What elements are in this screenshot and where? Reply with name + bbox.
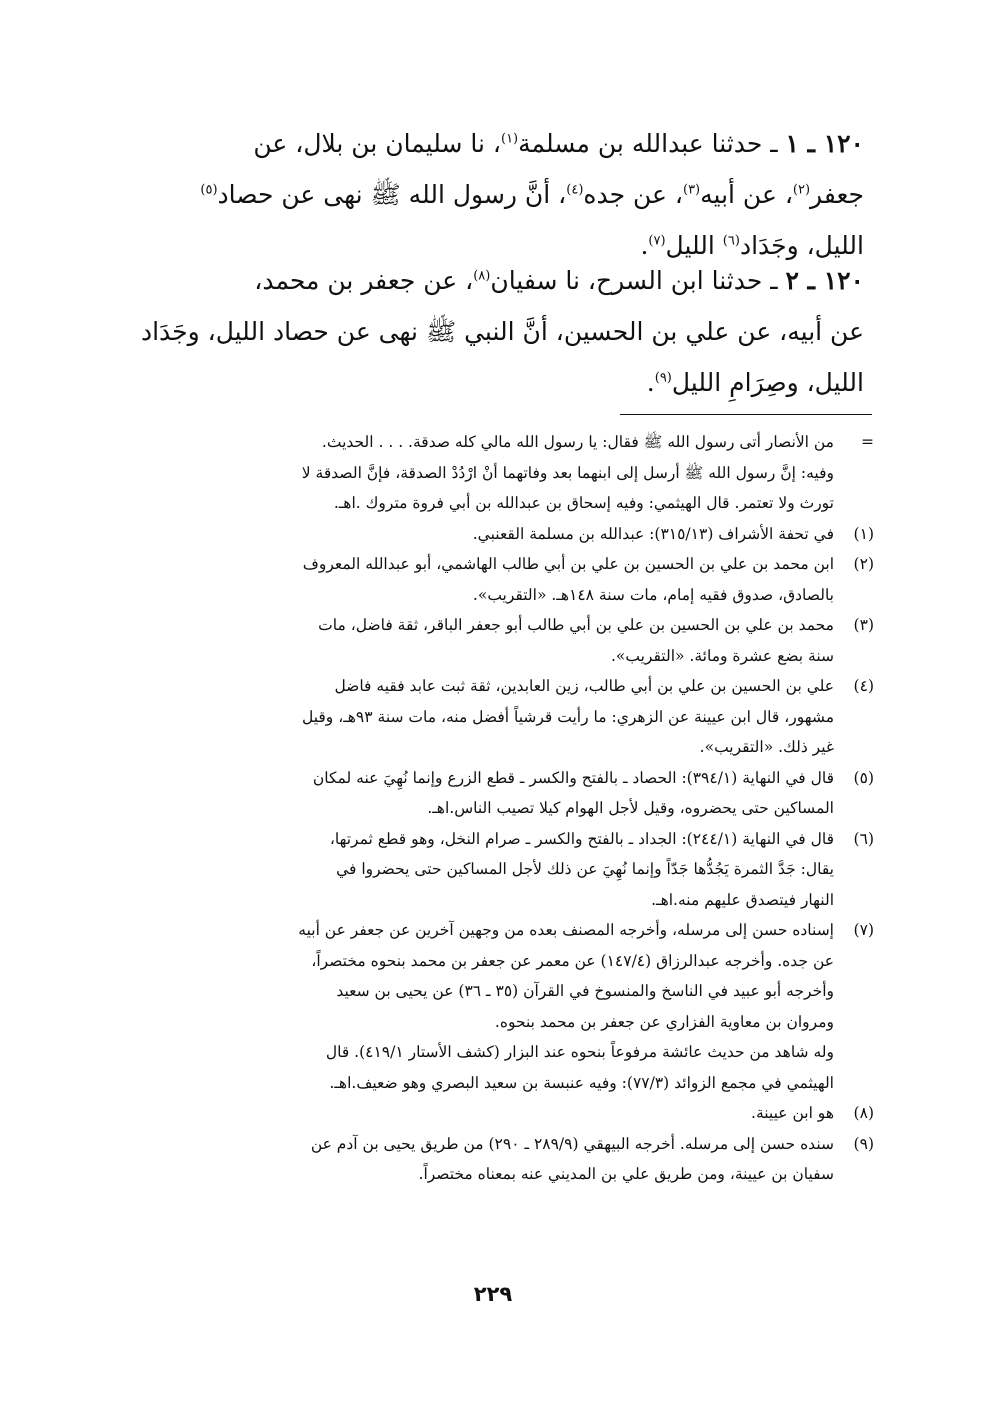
- hadith-number: ١٢٠ ـ ١: [785, 129, 864, 158]
- hadith-line: [122, 118, 864, 169]
- footnote-ref[interactable]: (١): [500, 131, 519, 147]
- footnote-line: محمد بن علي بن الحسين بن علي بن أبي طالب أبو جعفر الباقر، ثقة فاضل، مات: [318, 616, 834, 634]
- footnote-ref[interactable]: (٢): [792, 182, 811, 198]
- footnote-5: [116, 763, 874, 824]
- hadith-line: [122, 357, 864, 408]
- footnote-line: في تحفة الأشراف (٣١٥/١٣): عبدالله بن مسلمة القعنبي.: [472, 524, 834, 543]
- hadith-text: .: [646, 368, 655, 397]
- footnote-6: [116, 824, 874, 916]
- footnote-ref[interactable]: (٧): [648, 233, 666, 249]
- footnote-line: وفيه: إنَّ رسول الله ﷺ أرسل إلى ابنهما بعد وفاتهما أنْ ارْدُدْ الصدقة، فإنَّ الصدقة لا: [301, 463, 834, 482]
- footnote-number: (١): [853, 524, 874, 543]
- footnote-1: [116, 519, 874, 550]
- footnote-number: (٣): [853, 616, 874, 634]
- footnote-line: سنة بضع عشرة ومائة. «التقريب».: [610, 646, 834, 665]
- footnote-number: =: [861, 433, 874, 451]
- footnote-continued: [116, 427, 874, 519]
- footnote-ref[interactable]: (٥): [200, 182, 218, 198]
- footnote-line: سنده حسن إلى مرسله. أخرجه البيهقي (٢٨٩/٩ ـ ٢٩٠) من طريق يحيى بن آدم عن: [310, 1134, 834, 1153]
- footnote-line: غير ذلك. «التقريب».: [699, 738, 834, 756]
- footnote-separator: [620, 414, 872, 415]
- footnote-ref[interactable]: (٩): [654, 370, 672, 386]
- footnote-3: [116, 610, 874, 671]
- footnote-line: عن جده. وأخرجه عبدالرزاق (١٤٧/٤) عن معمر عن جعفر بن محمد بنحوه مختصراً،: [311, 951, 834, 970]
- footnote-number: (٥): [853, 768, 874, 787]
- footnote-7: [116, 915, 874, 1098]
- hadith-text: ، عن أبيه: [700, 180, 793, 209]
- hadith-text: ـ حدثنا عبدالله بن مسلمة: [518, 129, 778, 158]
- hadith-number: ١٢٠ ـ ٢: [785, 266, 864, 295]
- footnote-number: (٤): [853, 677, 874, 695]
- footnote-line: وله شاهد من حديث عائشة مرفوعاً بنحوه عند البزار (كشف الأستار ٤١٩/١). قال: [325, 1043, 834, 1061]
- footnote-line: قال في النهاية (٢٤٤/١): الجداد ـ بالفتح والكسر ـ صرام النخل، وهو قطع ثمرتها،: [329, 829, 834, 848]
- footnote-8: [116, 1098, 874, 1129]
- footnote-number: (٢): [853, 555, 874, 573]
- footnote-ref[interactable]: (٨): [473, 268, 491, 284]
- footnotes: [116, 427, 874, 1190]
- hadith-text: الليل، وجَدَاد: [739, 231, 864, 260]
- footnote-number: (٩): [853, 1134, 874, 1153]
- hadith-text: .: [640, 231, 649, 260]
- footnote-number: (٧): [853, 921, 874, 939]
- footnote-line: مشهور، قال ابن عيينة عن الزهري: ما رأيت قرشياً أفضل منه، مات سنة ٩٣هـ، وقيل: [301, 707, 834, 726]
- hadith-text: ، نا سليمان بن بلال، عن: [253, 129, 501, 158]
- page-number: ٢٢٩: [473, 1282, 513, 1306]
- footnote-line: علي بن الحسين بن علي بن أبي طالب، زين العابدين، ثقة ثبت عابد فقيه فاضل: [334, 677, 834, 695]
- footnote-line: النهار فيتصدق عليهم منه.اهـ.: [651, 890, 834, 909]
- footnote-2: [116, 549, 874, 610]
- hadith-line: [122, 255, 864, 306]
- hadith-line: [122, 169, 864, 220]
- footnote-number: (٨): [853, 1104, 874, 1122]
- hadith-text: ، أنَّ رسول الله ﷺ نهى عن حصاد: [217, 180, 567, 209]
- hadith-line: [122, 306, 864, 357]
- hadith-text: الليل، وصِرَامِ الليل: [671, 368, 864, 397]
- footnote-ref[interactable]: (٤): [566, 182, 584, 198]
- footnote-line: وأخرجه أبو عبيد في الناسخ والمنسوخ في القرآن (٣٥ ـ ٣٦) عن يحيى بن سعيد: [336, 982, 834, 1000]
- footnote-line: بالصادق، صدوق فقيه إمام، مات سنة ١٤٨هـ. «التقريب».: [472, 585, 834, 604]
- footnote-4: [116, 671, 874, 763]
- footnote-line: تورث ولا تعتمر. قال الهيثمي: وفيه إسحاق بن عبدالله بن أبي فروة متروك .اهـ.: [333, 494, 834, 512]
- footnote-line: هو ابن عيينة.: [751, 1104, 834, 1122]
- hadith-text: ، عن جده: [583, 180, 683, 209]
- footnote-line: إسناده حسن إلى مرسله، وأخرجه المصنف بعده من وجهين آخرين عن جعفر عن أبيه: [298, 921, 834, 939]
- footnote-9: [116, 1129, 874, 1190]
- footnote-number: (٦): [853, 829, 874, 848]
- footnote-line: سفيان بن عيينة، ومن طريق علي بن المديني عنه بمعناه مختصراً.: [418, 1165, 834, 1183]
- footnote-line: يقال: جَدَّ الثمرة يَجُدُّها جَدّاً وإنما نُهِيَ عن ذلك لأجل المساكين حتى يحضروا في: [336, 860, 834, 878]
- hadith-120-1: [122, 118, 864, 271]
- hadith-text: عن أبيه، عن علي بن الحسين، أنَّ النبي ﷺ نهى عن حصاد الليل، وجَدَاد: [140, 317, 864, 346]
- footnote-line: المساكين حتى يحضروه، وقيل لأجل الهوام كيلا تصيب الناس.اهـ.: [427, 799, 834, 817]
- footnote-line: قال في النهاية (٣٩٤/١): الحصاد ـ بالفتح والكسر ـ قطع الزرع وإنما نُهِيَ عنه لمكان: [312, 768, 834, 787]
- footnote-ref[interactable]: (٦): [722, 233, 740, 249]
- footnote-line: الهيثمي في مجمع الزوائد (٧٧/٣): وفيه عنبسة بن سعيد البصري وهو ضعيف.اهـ.: [329, 1073, 834, 1092]
- footnote-ref[interactable]: (٣): [682, 182, 701, 198]
- hadith-120-2: [122, 255, 864, 408]
- footnote-line: ومروان بن معاوية الفزاري عن جعفر بن محمد بنحوه.: [494, 1012, 834, 1031]
- footnote-line: من الأنصار أتى رسول الله ﷺ فقال: يا رسول الله مالي كله صدقة. . . . الحديث.: [321, 433, 834, 451]
- hadith-text: جعفر: [810, 180, 864, 209]
- footnote-line: ابن محمد بن علي بن الحسين بن علي بن أبي طالب الهاشمي، أبو عبدالله المعروف: [302, 555, 834, 573]
- hadith-text: ، عن جعفر بن محمد،: [254, 266, 474, 295]
- hadith-text: ـ حدثنا ابن السرح، نا سفيان: [490, 266, 778, 295]
- hadith-text: الليل: [665, 231, 723, 260]
